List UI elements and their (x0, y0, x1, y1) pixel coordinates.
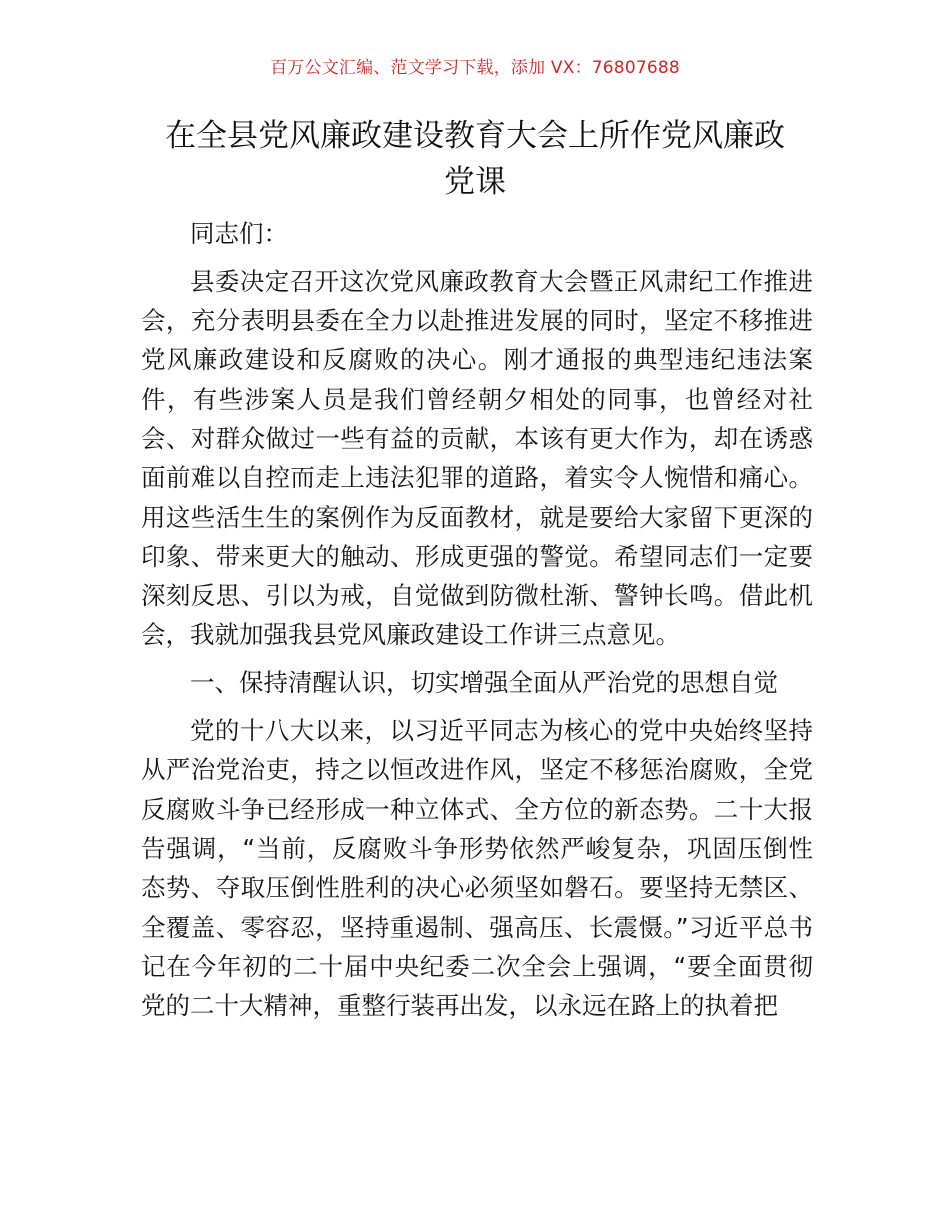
body-paragraph: 党的十八大以来，以习近平同志为核心的党中央始终坚持从严治党治吏，持之以恒改进作风，坚定不移惩治腐败，全党反腐败斗争已经形成一种立体式、全方位的新态势。二十大报告强调，“当前，反腐败斗争形势依然严峻复杂，巩固压倒性态势、夺取压倒性胜利的决心必须坚如磐石。要坚持无禁区、全覆盖、零容忍，坚持重遏制、强高压、长震慑。”习近平总书记在今年初的二十届中央纪委二次全会上强调，“要全面贯彻党的二十大精神，重整行装再出发，以永远在路上的执着把 (141, 716, 813, 1021)
title-line-2: 党课 (444, 164, 506, 200)
section-heading: 一、保持清醒认识，切实增强全面从严治党的思想自觉 (190, 668, 778, 698)
body-paragraph: 县委决定召开这次党风廉政教育大会暨正风肃纪工作推进会，充分表明县委在全力以赴推进发展的同时，坚定不移推进党风廉政建设和反腐败的决心。刚才通报的典型违纪违法案件，有些涉案人员是我们曾经朝夕相处的同事，也曾经对社会、对群众做过一些有益的贡献，本该有更大作为，却在诱惑面前难以自控而走上违法犯罪的道路，着实令人惋惜和痛心。用这些活生生的案例作为反面教材，就是要给大家留下更深的印象、带来更大的触动、形成更强的警觉。希望同志们一定要深刻反思、引以为戒，自觉做到防微杜渐、警钟长鸣。借此机会，我就加强我县党风廉政建设工作讲三点意见。 (141, 266, 813, 650)
header-watermark-note: 百万公文汇编、范文学习下载，添加 VX：76807688 (270, 58, 680, 78)
document-title (130, 113, 820, 205)
document-body (141, 214, 813, 1034)
title-line-1: 在全县党风廉政建设教育大会上所作党风廉政 (165, 118, 785, 154)
salutation: 同志们： (190, 219, 288, 248)
